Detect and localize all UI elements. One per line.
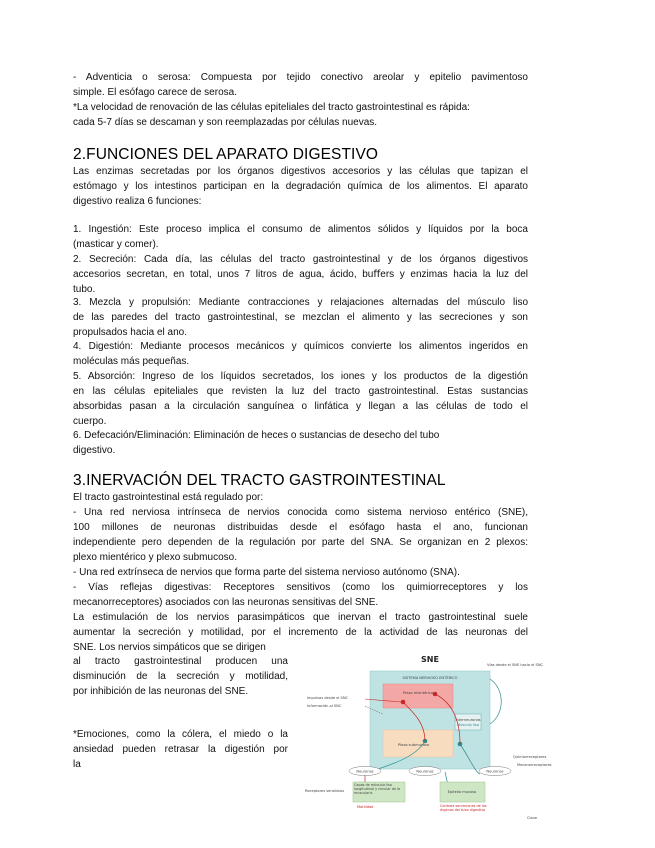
text-line: independiente pero dependen de la regulación por parte del SNA. Se organizan en 2 plexos: [73, 537, 528, 548]
text-line: cuerpo. [73, 416, 107, 427]
funciones-intro [73, 164, 528, 209]
text-line: Las enzimas secretadas por los órganos digestivos accesorios y las células que tapizan el [73, 166, 528, 177]
text-line: - Vías reflejas digestivas: Receptores sensitivos (como los quimiorreceptores y los [73, 582, 528, 593]
text-line: digestivo realiza 6 funciones: [73, 196, 202, 207]
quimio-label: Quimiorreceptores [513, 755, 547, 759]
text-line: aumentar la secreción y motilidad, por el incremento de la actividad de las neuronas del [73, 627, 528, 638]
sne-diagram [305, 654, 555, 824]
funcion-defecacion [73, 428, 528, 458]
text-line: digestivo. [73, 445, 116, 456]
section-heading-inervacion: 3.INERVACIÓN DEL TRACTO GASTROINTESTINAL [73, 472, 446, 489]
vias-label: Vías desde el SNE hacia el SNC [487, 663, 544, 667]
renovacion-paragraph [73, 100, 528, 130]
text-line: propulsados hacia el ano. [73, 327, 187, 338]
text-line: disminución de la secreción y motilidad, [73, 671, 288, 682]
motilidad-label: Motilidad [357, 805, 374, 809]
simpaticos-paragraph [73, 654, 288, 699]
funcion-absorcion [73, 369, 528, 429]
text-line: 6. Defecación/Eliminación: Eliminación de heces o sustancias de desecho del tubo [73, 430, 440, 441]
text-line: accesorios secretan, en total, unos 7 litros de agua, ácido, buﬀers y enzimas hacia la luz del [73, 269, 528, 280]
sensory-label: Neuronas [356, 769, 374, 774]
text-line: 2. Secreción: Cada día, las células del tracto gastrointestinal y de los órganos digestivos [73, 254, 528, 265]
text-line: plexo mientérico y plexo submucoso. [73, 552, 237, 563]
text-line: ansiedad pueden retrasar la digestión por [73, 744, 288, 755]
text-line: El tracto gastrointestinal está regulado por: [73, 492, 264, 503]
diagram-title: SNE [421, 655, 439, 664]
text-line: 1. Ingestión: Este proceso implica el consumo de alimentos sólidos y líquidos por la boca [73, 224, 528, 235]
text-line: estómago y los intestinos participan en la degradación química de los alimentos. El aparato [73, 181, 528, 192]
funcion-mezcla [73, 295, 528, 340]
inervacion-body [73, 490, 528, 655]
plexo-mienterico-label: Plexo mientérico [403, 691, 433, 695]
epithelium-label: Epitelio mucoso [447, 790, 477, 794]
text-line: *La velocidad de renovación de las células epiteliales del tracto gastrointestinal es rápida: [73, 102, 470, 113]
sensory-label: Neuronas [486, 769, 504, 774]
nerve-connection [490, 679, 501, 724]
text-line: cada 5-7 días se descaman y son reemplazadas por células nuevas. [73, 117, 378, 128]
snc-impulses-label: Impulsos desde el SNC [307, 696, 349, 700]
section-heading-funciones: 2.FUNCIONES DEL APARATO DIGESTIVO [73, 146, 379, 163]
sensory-label: Neuronas [416, 769, 434, 774]
muscle-layers-label: Capas de músculo liso longitudinal y circular de la muscularis [354, 783, 401, 795]
adventicia-paragraph [73, 70, 528, 100]
muscle-layers-text-wrap [354, 783, 404, 801]
secretions-text-wrap [440, 804, 490, 818]
text-line: 3. Mezcla y propulsión: Mediante contracciones y relajaciones alternadas del músculo liso [73, 297, 528, 308]
interneuronas-label: Interneuronas [455, 718, 481, 722]
mecano-label: Mecanorreceptores [517, 763, 552, 767]
text-line: absorbidas pasan a la circulación sanguínea o linfática y llegan a las células de todo el [73, 401, 528, 412]
text-line: 5. Absorción: Ingreso de los líquidos secretados, los iones y los productos de la digestión [73, 371, 528, 382]
text-line: SNE. Los nervios simpáticos que se dirigen [73, 642, 266, 653]
text-line: 100 millones de neuronas distribuidas desde el esófago hasta el ano, funcionan [73, 522, 528, 533]
sne-diagram-svg [305, 654, 555, 824]
text-line: la [73, 759, 81, 770]
text-line: 4. Digestión: Mediante procesos mecánicos y químicos convierte los alimentos ingeridos en [73, 341, 528, 352]
text-line: por inhibición de las neuronas del SNE. [73, 686, 249, 697]
funcion-secrecion [73, 252, 528, 297]
text-line: al tracto gastrointestinal producen una [73, 656, 288, 667]
text-line: (masticar y comer). [73, 239, 159, 250]
text-line: - Una red extrínseca de nervios que forma parte del sistema nervioso autónomo (SNA). [73, 567, 460, 578]
plexo-mienterico-box [383, 684, 453, 708]
secretions-label: Controla secreciones de los órganos del tubo digestivo [440, 804, 487, 812]
plexo-submucoso-label: Plexo submucoso [398, 743, 430, 747]
text-line: de las paredes del tracto gastrointestinal, se mezclan el alimento y las secreciones y son [73, 312, 528, 323]
text-line: en las células epiteliales que revisten la luz del tracto gastrointestinal. Estas sustancias [73, 386, 528, 397]
receptores-label: Receptores sensitivos [305, 789, 345, 793]
text-line: *Emociones, como la cólera, el miedo o la [73, 729, 288, 740]
text-line: mecanorreceptores) asociados con las neuronas sensitivas del SNE. [73, 597, 379, 608]
funcion-ingestion [73, 222, 528, 252]
text-line: - Adventicia o serosa: Compuesta por tejido conectivo areolar y epitelio pavimentoso [73, 72, 528, 83]
musculo-liso-label: Músculo liso [457, 723, 479, 727]
text-line: moléculas más pequeñas. [73, 356, 190, 367]
snc-info-label: Información al SNC [307, 704, 342, 708]
funcion-digestion [73, 339, 528, 369]
text-line: La estimulación de los nervios parasimpáticos que inervan el tracto gastrointestinal suele [73, 612, 528, 623]
text-line: tubo. [73, 284, 96, 295]
text-line: simple. El esófago carece de serosa. [73, 87, 237, 98]
enteric-system-label: SISTEMA NERVIOSO ENTÉRICO [402, 676, 458, 680]
clave-label: Clave [527, 816, 538, 820]
text-line: - Una red nerviosa intrínseca de nervios conocida como sistema nervioso entérico (SNE), [73, 507, 528, 518]
emociones-paragraph [73, 727, 288, 772]
